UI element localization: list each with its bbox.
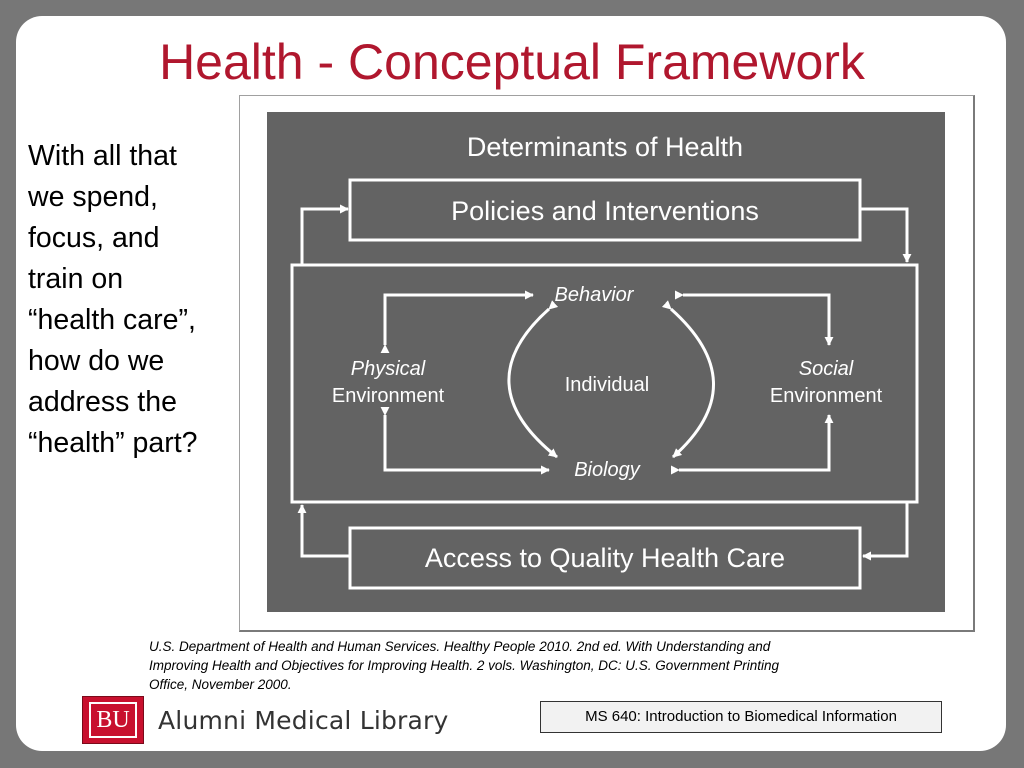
citation <box>149 637 964 694</box>
citation-line: Improving Health and Objectives for Improving Health. 2 vols. Washington, DC: U.S. Government Printing <box>149 658 780 673</box>
social-label: Social <box>798 358 854 380</box>
library-name: Alumni Medical Library <box>158 705 449 735</box>
diagram-heading: Determinants of Health <box>466 132 744 162</box>
access-label: Access to Quality Health Care <box>424 543 786 573</box>
body-line: address the <box>28 386 177 418</box>
bu-logo-letters: BU <box>89 702 137 738</box>
body-text <box>28 136 243 464</box>
physical-environment-label: Environment <box>331 385 445 407</box>
body-line: train on <box>28 263 124 295</box>
determinants-diagram <box>267 112 945 612</box>
body-line: “health” part? <box>28 427 198 459</box>
body-line: “health care”, <box>28 304 196 336</box>
body-line: how do we <box>28 345 165 377</box>
library-logo <box>82 695 449 745</box>
behavior-label: Behavior <box>554 284 634 306</box>
policies-label: Policies and Interventions <box>451 196 759 226</box>
physical-label: Physical <box>350 358 426 380</box>
course-label: MS 640: Introduction to Biomedical Information <box>540 701 942 733</box>
body-line: With all that <box>28 140 177 172</box>
slide-title: Health - Conceptual Framework <box>159 34 865 90</box>
body-line: focus, and <box>28 222 160 254</box>
biology-label: Biology <box>574 459 640 481</box>
social-environment-label: Environment <box>769 385 883 407</box>
individual-label: Individual <box>564 374 650 396</box>
body-line: we spend, <box>28 181 158 213</box>
bu-logo-mark <box>82 696 144 744</box>
citation-line: Office, November 2000. <box>149 677 292 692</box>
citation-line: U.S. Department of Health and Human Services. Healthy People 2010. 2nd ed. With Understanding and <box>149 639 771 654</box>
